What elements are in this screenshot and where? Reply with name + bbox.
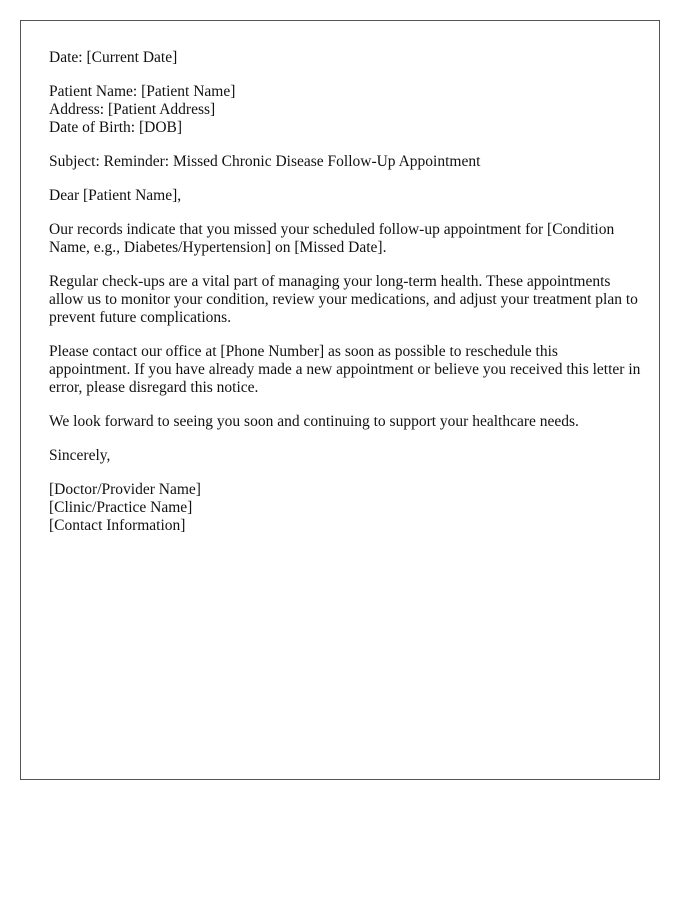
salutation: Dear [Patient Name], xyxy=(49,187,182,204)
paragraph-missed-appointment: Our records indicate that you missed your scheduled follow-up appointment for [Condition Name, e.g., Diabetes/Hypertension] on [Missed Date]. xyxy=(49,221,615,256)
patient-dob-line: Date of Birth: [DOB] xyxy=(49,119,183,136)
signature-provider-name: [Doctor/Provider Name] xyxy=(49,481,201,498)
date-block xyxy=(49,49,641,67)
closing: Sincerely, xyxy=(49,447,111,464)
signature-contact-info: [Contact Information] xyxy=(49,517,186,534)
paragraph-closing-remark: We look forward to seeing you soon and continuing to support your healthcare needs. xyxy=(49,413,579,430)
patient-address-line: Address: [Patient Address] xyxy=(49,101,216,118)
letter-body xyxy=(49,49,641,551)
letter-page xyxy=(20,20,660,780)
paragraph-importance: Regular check-ups are a vital part of managing your long-term health. These appointments allow us to monitor your condition, review your medications, and adjust your treatment plan to prevent future complications. xyxy=(49,273,638,326)
signature-clinic-name: [Clinic/Practice Name] xyxy=(49,499,193,516)
subject-line: Subject: Reminder: Missed Chronic Disease Follow-Up Appointment xyxy=(49,153,481,170)
patient-info-block xyxy=(49,83,641,137)
subject-block xyxy=(49,153,641,171)
date-line: Date: [Current Date] xyxy=(49,49,178,66)
patient-name-line: Patient Name: [Patient Name] xyxy=(49,83,236,100)
paragraph-contact: Please contact our office at [Phone Number] as soon as possible to reschedule this appointment. If you have already made a new appointment or believe you received this letter in error, please disregard this notice. xyxy=(49,343,641,396)
signature-block xyxy=(49,481,641,535)
